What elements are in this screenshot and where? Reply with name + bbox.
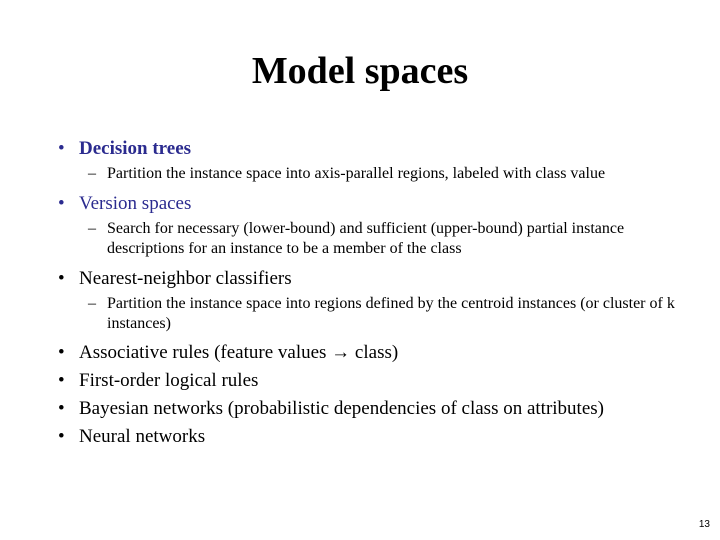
bullet-item-bayesian-networks [58, 396, 678, 422]
sub-bullet-marker: – [88, 295, 96, 312]
bullet-text: First-order logical rules [79, 370, 259, 391]
page-number: 13 [698, 519, 710, 530]
bullet-text: Bayesian networks (probabilistic dependencies of class on attributes) [79, 398, 604, 419]
bullet-item-associative-rules [58, 340, 678, 366]
bullet-marker: • [58, 398, 65, 419]
bullet-marker: • [58, 370, 65, 391]
bullet-list [58, 136, 678, 450]
sub-bullet-version-spaces [88, 219, 678, 259]
bullet-text: Associative rules (feature values → class) [79, 342, 399, 363]
bullet-marker: • [58, 342, 65, 363]
sub-bullet-text: Partition the instance space into axis-parallel regions, labeled with class value [107, 165, 606, 182]
bullet-item-nearest-neighbor [58, 266, 678, 292]
sub-bullet-text: Search for necessary (lower-bound) and sufficient (upper-bound) partial instance descriptions for an instance to be a member of the class [107, 220, 625, 257]
bullet-marker: • [58, 193, 65, 214]
bullet-marker: • [58, 138, 65, 159]
bullet-item-first-order-rules [58, 368, 678, 394]
slide-title: Model spaces [251, 50, 469, 92]
bullet-marker: • [58, 268, 65, 289]
sub-bullet-marker: – [88, 165, 96, 182]
bullet-item-version-spaces [58, 191, 678, 217]
bullet-text: Decision trees [79, 138, 192, 159]
sub-bullet-decision-trees [88, 164, 678, 184]
bullet-text: Neural networks [79, 426, 206, 447]
bullet-item-decision-trees [58, 136, 678, 162]
bullet-text: Version spaces [79, 193, 192, 214]
sub-bullet-marker: – [88, 220, 96, 237]
bullet-item-neural-networks [58, 424, 678, 450]
sub-bullet-nearest-neighbor [88, 294, 678, 334]
bullet-text: Nearest-neighbor classifiers [79, 268, 292, 289]
sub-bullet-text: Partition the instance space into regions defined by the centroid instances (or cluster of k instances) [107, 295, 675, 332]
bullet-marker: • [58, 426, 65, 447]
